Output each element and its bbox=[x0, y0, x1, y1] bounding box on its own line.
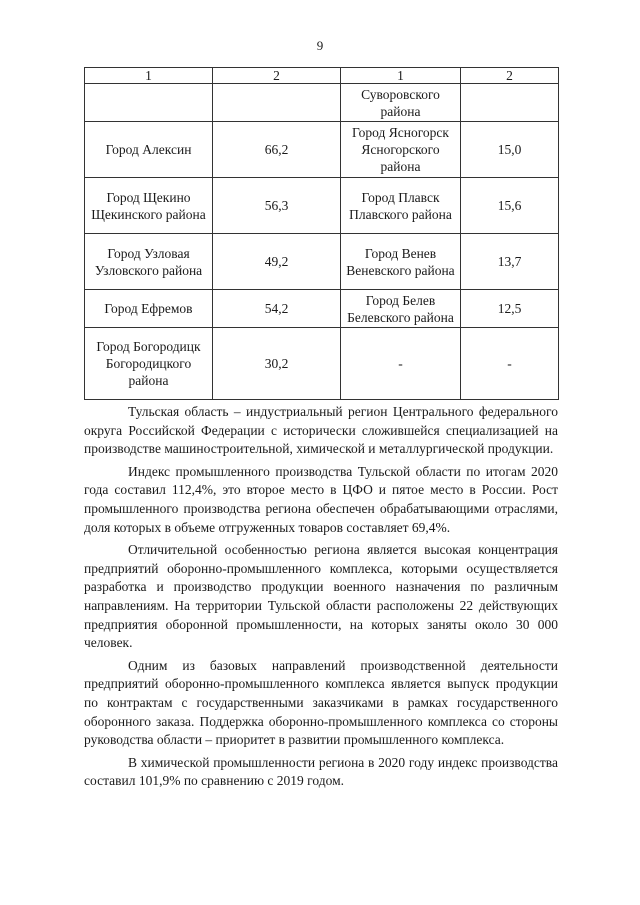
paragraph: Индекс промышленного производства Тульской области по итогам 2020 года составил 112,4%, это второе место в ЦФО и пятое место в России. Рост промышленного производства региона обеспечен обрабатывающими отраслями, доля которых в объеме отгруженных товаров составляет 69,4%. bbox=[84, 463, 558, 535]
table-cell-value: 15,0 bbox=[461, 122, 559, 178]
table-cell-city: - bbox=[341, 328, 461, 400]
table-row bbox=[85, 122, 559, 178]
table-cell-city: Город Ефремов bbox=[85, 290, 213, 328]
table-header-cell: 1 bbox=[341, 68, 461, 84]
table-cell-value: 15,6 bbox=[461, 178, 559, 234]
table-cell-city: Город Щекино Щекинского района bbox=[85, 178, 213, 234]
table-cell-value bbox=[213, 84, 341, 122]
table-row bbox=[85, 234, 559, 290]
table-cell-value bbox=[461, 84, 559, 122]
table-cell-value: - bbox=[461, 328, 559, 400]
table-cell-value: 13,7 bbox=[461, 234, 559, 290]
paragraph: Тульская область – индустриальный регион Центрального федерального округа Российской Федерации с исторически сложившейся специализацией на производстве машиностроительной, химической и металлургической продукции. bbox=[84, 404, 558, 457]
page-number: 9 bbox=[316, 38, 324, 53]
table-header-cell: 1 bbox=[85, 68, 213, 84]
table-cell-city: Город Узловая Узловского района bbox=[85, 234, 213, 290]
table-cell-value: 30,2 bbox=[213, 328, 341, 400]
body-text bbox=[84, 403, 558, 791]
table-header-cell: 2 bbox=[213, 68, 341, 84]
table-cell-value: 66,2 bbox=[213, 122, 341, 178]
table-cell-value: 12,5 bbox=[461, 290, 559, 328]
table-cell-city: Город Венев Веневского района bbox=[341, 234, 461, 290]
table-cell-city: Город Плавск Плавского района bbox=[341, 178, 461, 234]
city-industry-table bbox=[84, 67, 559, 400]
table-cell-city: Город Ясногорск Ясногорского района bbox=[341, 122, 461, 178]
table-header-row bbox=[85, 68, 559, 84]
table-cell-city bbox=[85, 84, 213, 122]
paragraph: В химической промышленности региона в 2020 году индекс производства составил 101,9% по сравнению с 2019 годом. bbox=[84, 754, 558, 789]
table-cell-value: 56,3 bbox=[213, 178, 341, 234]
table-cell-value: 49,2 bbox=[213, 234, 341, 290]
table-header-cell: 2 bbox=[461, 68, 559, 84]
table-cell-city: Город Богородицк Богородицкого района bbox=[85, 328, 213, 400]
table-row bbox=[85, 328, 559, 400]
table-cell-city: Город Алексин bbox=[85, 122, 213, 178]
table-cell-city: Город Белев Белевского района bbox=[341, 290, 461, 328]
table-cell-city: Суворовского района bbox=[341, 84, 461, 122]
paragraph: Отличительной особенностью региона является высокая концентрация предприятий оборонно-промышленного комплекса, которыми осуществляется разработка и производство продукции военного назначения по различным направлениям. На территории Тульской области расположены 22 действующих предприятия оборонной промышленности, на которых заняты около 30 000 человек. bbox=[84, 542, 558, 651]
table-row bbox=[85, 290, 559, 328]
table-row bbox=[85, 84, 559, 122]
paragraph: Одним из базовых направлений производственной деятельности предприятий оборонно-промышленного комплекса является выпуск продукции по контрактам с государственными заказчиками в рамках государственного оборонного заказа. Поддержка оборонно-промышленного комплекса со стороны руководства области – приоритет в развитии промышленного комплекса. bbox=[84, 657, 558, 748]
table-row bbox=[85, 178, 559, 234]
table-cell-value: 54,2 bbox=[213, 290, 341, 328]
